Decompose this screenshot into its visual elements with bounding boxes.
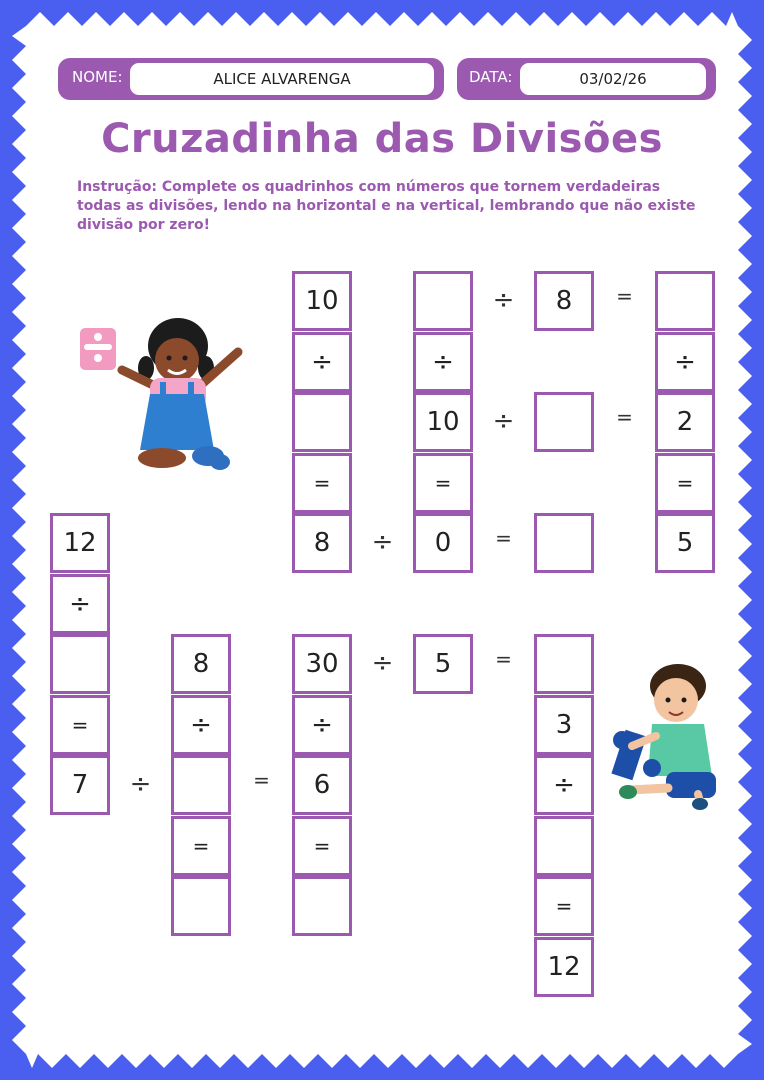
grid-cell-equals-sign: =	[534, 876, 594, 936]
grid-cell-number: 8	[534, 271, 594, 331]
name-label: NOME:	[72, 68, 123, 86]
grid-cell-division-sign: ÷	[534, 755, 594, 815]
date-field[interactable]: 03/02/26	[520, 63, 706, 95]
date-label: DATA:	[469, 68, 513, 86]
page-title: Cruzadinha das Divisões	[101, 116, 663, 162]
grid-cell-number: 5	[413, 634, 473, 694]
grid-cell-blank[interactable]	[292, 392, 352, 452]
grid-cell-blank[interactable]	[534, 513, 594, 573]
grid-cell-equals-sign: =	[171, 816, 231, 876]
name-field[interactable]: ALICE ALVARENGA	[130, 63, 434, 95]
grid-cell-blank[interactable]	[534, 392, 594, 452]
operator-division-sign: ÷	[492, 285, 515, 315]
operator-division-sign: ÷	[492, 406, 515, 436]
operator-equals-sign: =	[616, 284, 633, 308]
operator-division-sign: ÷	[371, 648, 394, 678]
grid-cell-number: 5	[655, 513, 715, 573]
grid-cell-number: 12	[50, 513, 110, 573]
grid-cell-blank[interactable]	[413, 271, 473, 331]
operator-equals-sign: =	[616, 405, 633, 429]
grid-cell-division-sign: ÷	[50, 574, 110, 634]
grid-cell-number: 10	[292, 271, 352, 331]
grid-cell-equals-sign: =	[50, 695, 110, 755]
girl-illustration	[80, 316, 250, 476]
grid-cell-blank[interactable]	[655, 271, 715, 331]
grid-cell-number: 8	[292, 513, 352, 573]
grid-cell-division-sign: ÷	[292, 695, 352, 755]
grid-cell-blank[interactable]	[171, 755, 231, 815]
grid-cell-number: 7	[50, 755, 110, 815]
date-bar	[457, 58, 716, 100]
grid-cell-blank[interactable]	[50, 634, 110, 694]
grid-cell-blank[interactable]	[292, 876, 352, 936]
operator-division-sign: ÷	[371, 527, 394, 557]
grid-cell-number: 8	[171, 634, 231, 694]
grid-cell-number: 10	[413, 392, 473, 452]
grid-cell-blank[interactable]	[171, 876, 231, 936]
grid-cell-division-sign: ÷	[292, 332, 352, 392]
grid-cell-division-sign: ÷	[171, 695, 231, 755]
grid-cell-equals-sign: =	[292, 816, 352, 876]
grid-cell-division-sign: ÷	[413, 332, 473, 392]
grid-cell-equals-sign: =	[292, 453, 352, 513]
operator-equals-sign: =	[253, 768, 270, 792]
grid-cell-number: 0	[413, 513, 473, 573]
grid-cell-equals-sign: =	[655, 453, 715, 513]
operator-equals-sign: =	[495, 647, 512, 671]
name-bar	[58, 58, 444, 100]
grid-cell-number: 2	[655, 392, 715, 452]
grid-cell-number: 12	[534, 937, 594, 997]
operator-equals-sign: =	[495, 526, 512, 550]
grid-cell-blank[interactable]	[534, 634, 594, 694]
instruction-text: Instrução: Complete os quadrinhos com números que tornem verdadeiras todas as divisões, lendo na horizontal e na vertical, lembrando que não existe divisão por zero!	[77, 179, 696, 233]
boy-illustration	[608, 664, 728, 814]
grid-cell-number: 30	[292, 634, 352, 694]
grid-cell-blank[interactable]	[534, 816, 594, 876]
grid-cell-equals-sign: =	[413, 453, 473, 513]
grid-cell-number: 3	[534, 695, 594, 755]
grid-cell-division-sign: ÷	[655, 332, 715, 392]
operator-division-sign: ÷	[129, 769, 152, 799]
grid-cell-number: 6	[292, 755, 352, 815]
